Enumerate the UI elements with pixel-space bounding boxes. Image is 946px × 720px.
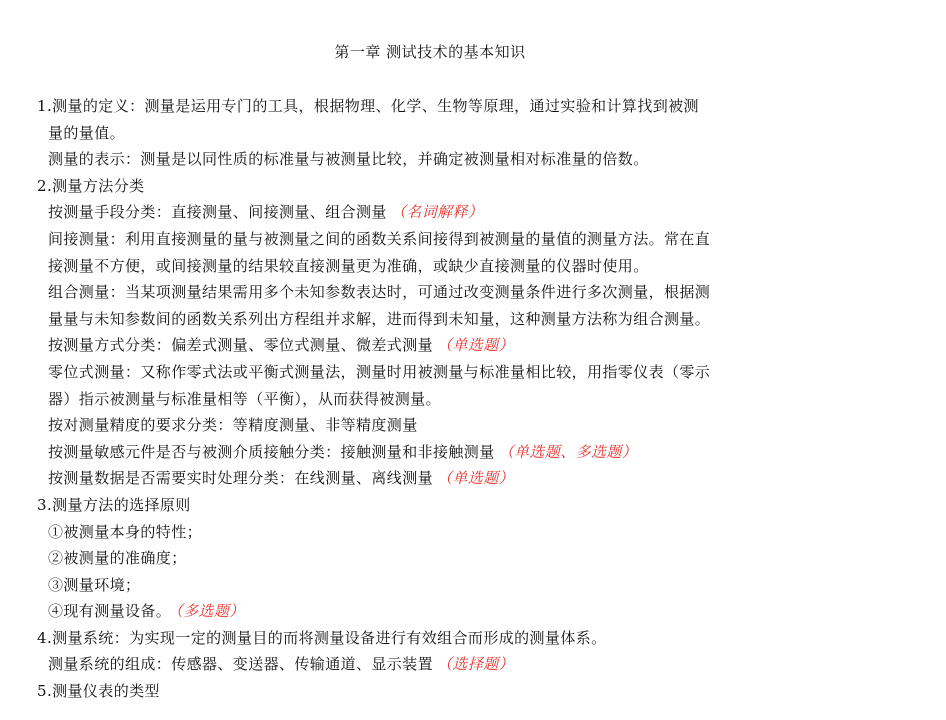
- line-text: 2.测量方法分类: [37, 176, 145, 195]
- section-1-heading-line: [37, 93, 837, 120]
- body-line: [37, 279, 837, 306]
- list-item: [37, 598, 837, 625]
- line-text: 零位式测量：又称作零式法或平衡式测量法，测量时用被测量与标准量相比较，用指零仪表（零示: [48, 362, 711, 381]
- line-text: ④现有测量设备。: [48, 602, 172, 621]
- body-line: [37, 199, 837, 226]
- section-4-heading-line: [37, 625, 837, 652]
- body-line: [37, 253, 837, 280]
- body-line: [37, 120, 837, 147]
- body-line: [37, 146, 837, 173]
- line-text: 量的量值。: [48, 123, 126, 142]
- line-text: 器）指示被测量与标准量相等（平衡），从而获得被测量。: [48, 389, 441, 408]
- body-line: [37, 226, 837, 253]
- list-item: [37, 545, 837, 572]
- question-type-tag: （选择题）: [437, 655, 515, 674]
- question-type-tag: （单选题）: [437, 336, 515, 355]
- question-type-tag: （名词解释）: [390, 203, 484, 222]
- body-line: [37, 359, 837, 386]
- line-text: ②被测量的准确度；: [48, 549, 187, 568]
- question-type-tag: （单选题、多选题）: [498, 442, 638, 461]
- body-line: [37, 465, 837, 492]
- body-line: [37, 651, 837, 678]
- line-text: 按测量数据是否需要实时处理分类：在线测量、离线测量: [48, 469, 434, 488]
- line-text: 4.测量系统：为实现一定的测量目的而将测量设备进行有效组合而形成的测量体系。: [37, 628, 607, 647]
- line-text: 间接测量：利用直接测量的量与被测量之间的函数关系间接得到被测量的量值的测量方法。常在直: [48, 229, 711, 248]
- line-text: 按测量手段分类：直接测量、间接测量、组合测量: [48, 203, 387, 222]
- line-text: 按对测量精度的要求分类：等精度测量、非等精度测量: [48, 416, 418, 435]
- line-text: 1.测量的定义：测量是运用专门的工具，根据物理、化学、生物等原理，通过实验和计算找到被测: [37, 97, 699, 115]
- body-line: [37, 439, 837, 466]
- question-type-tag: （多选题）: [175, 602, 245, 621]
- line-text: 按测量方式分类：偏差式测量、零位式测量、微差式测量: [48, 336, 434, 355]
- body-line: [37, 412, 837, 439]
- list-item: [37, 572, 837, 599]
- line-text: 组合测量：当某项测量结果需用多个未知参数表达时，可通过改变测量条件进行多次测量，根据测: [48, 283, 711, 302]
- list-item: [37, 519, 837, 546]
- line-text: ①被测量本身的特性；: [48, 522, 203, 541]
- line-text: ③测量环境；: [48, 575, 141, 594]
- body-line: [37, 332, 837, 359]
- section-2-heading: [37, 173, 837, 200]
- section-5-heading: [37, 678, 837, 705]
- document-body: [37, 93, 837, 705]
- line-text: 按测量敏感元件是否与被测介质接触分类：接触测量和非接触测量: [48, 442, 495, 461]
- line-text: 测量系统的组成：传感器、变送器、传输通道、显示装置: [48, 655, 434, 674]
- line-text: 接测量不方便，或间接测量的结果较直接测量更为准确，或缺少直接测量的仪器时使用。: [48, 256, 649, 275]
- body-line: [37, 306, 837, 333]
- line-text: 5.测量仪表的类型: [37, 682, 160, 701]
- body-line: [37, 386, 837, 413]
- line-text: 量量与未知参数间的函数关系列出方程组并求解，进而得到未知量，这种测量方法称为组合测量。: [48, 309, 711, 328]
- section-3-heading: [37, 492, 837, 519]
- line-text: 3.测量方法的选择原则: [37, 495, 191, 514]
- chapter-title: 第一章 测试技术的基本知识: [334, 43, 526, 61]
- question-type-tag: （单选题）: [437, 469, 515, 488]
- line-text: 测量的表示：测量是以同性质的标准量与被测量比较，并确定被测量相对标准量的倍数。: [48, 150, 649, 169]
